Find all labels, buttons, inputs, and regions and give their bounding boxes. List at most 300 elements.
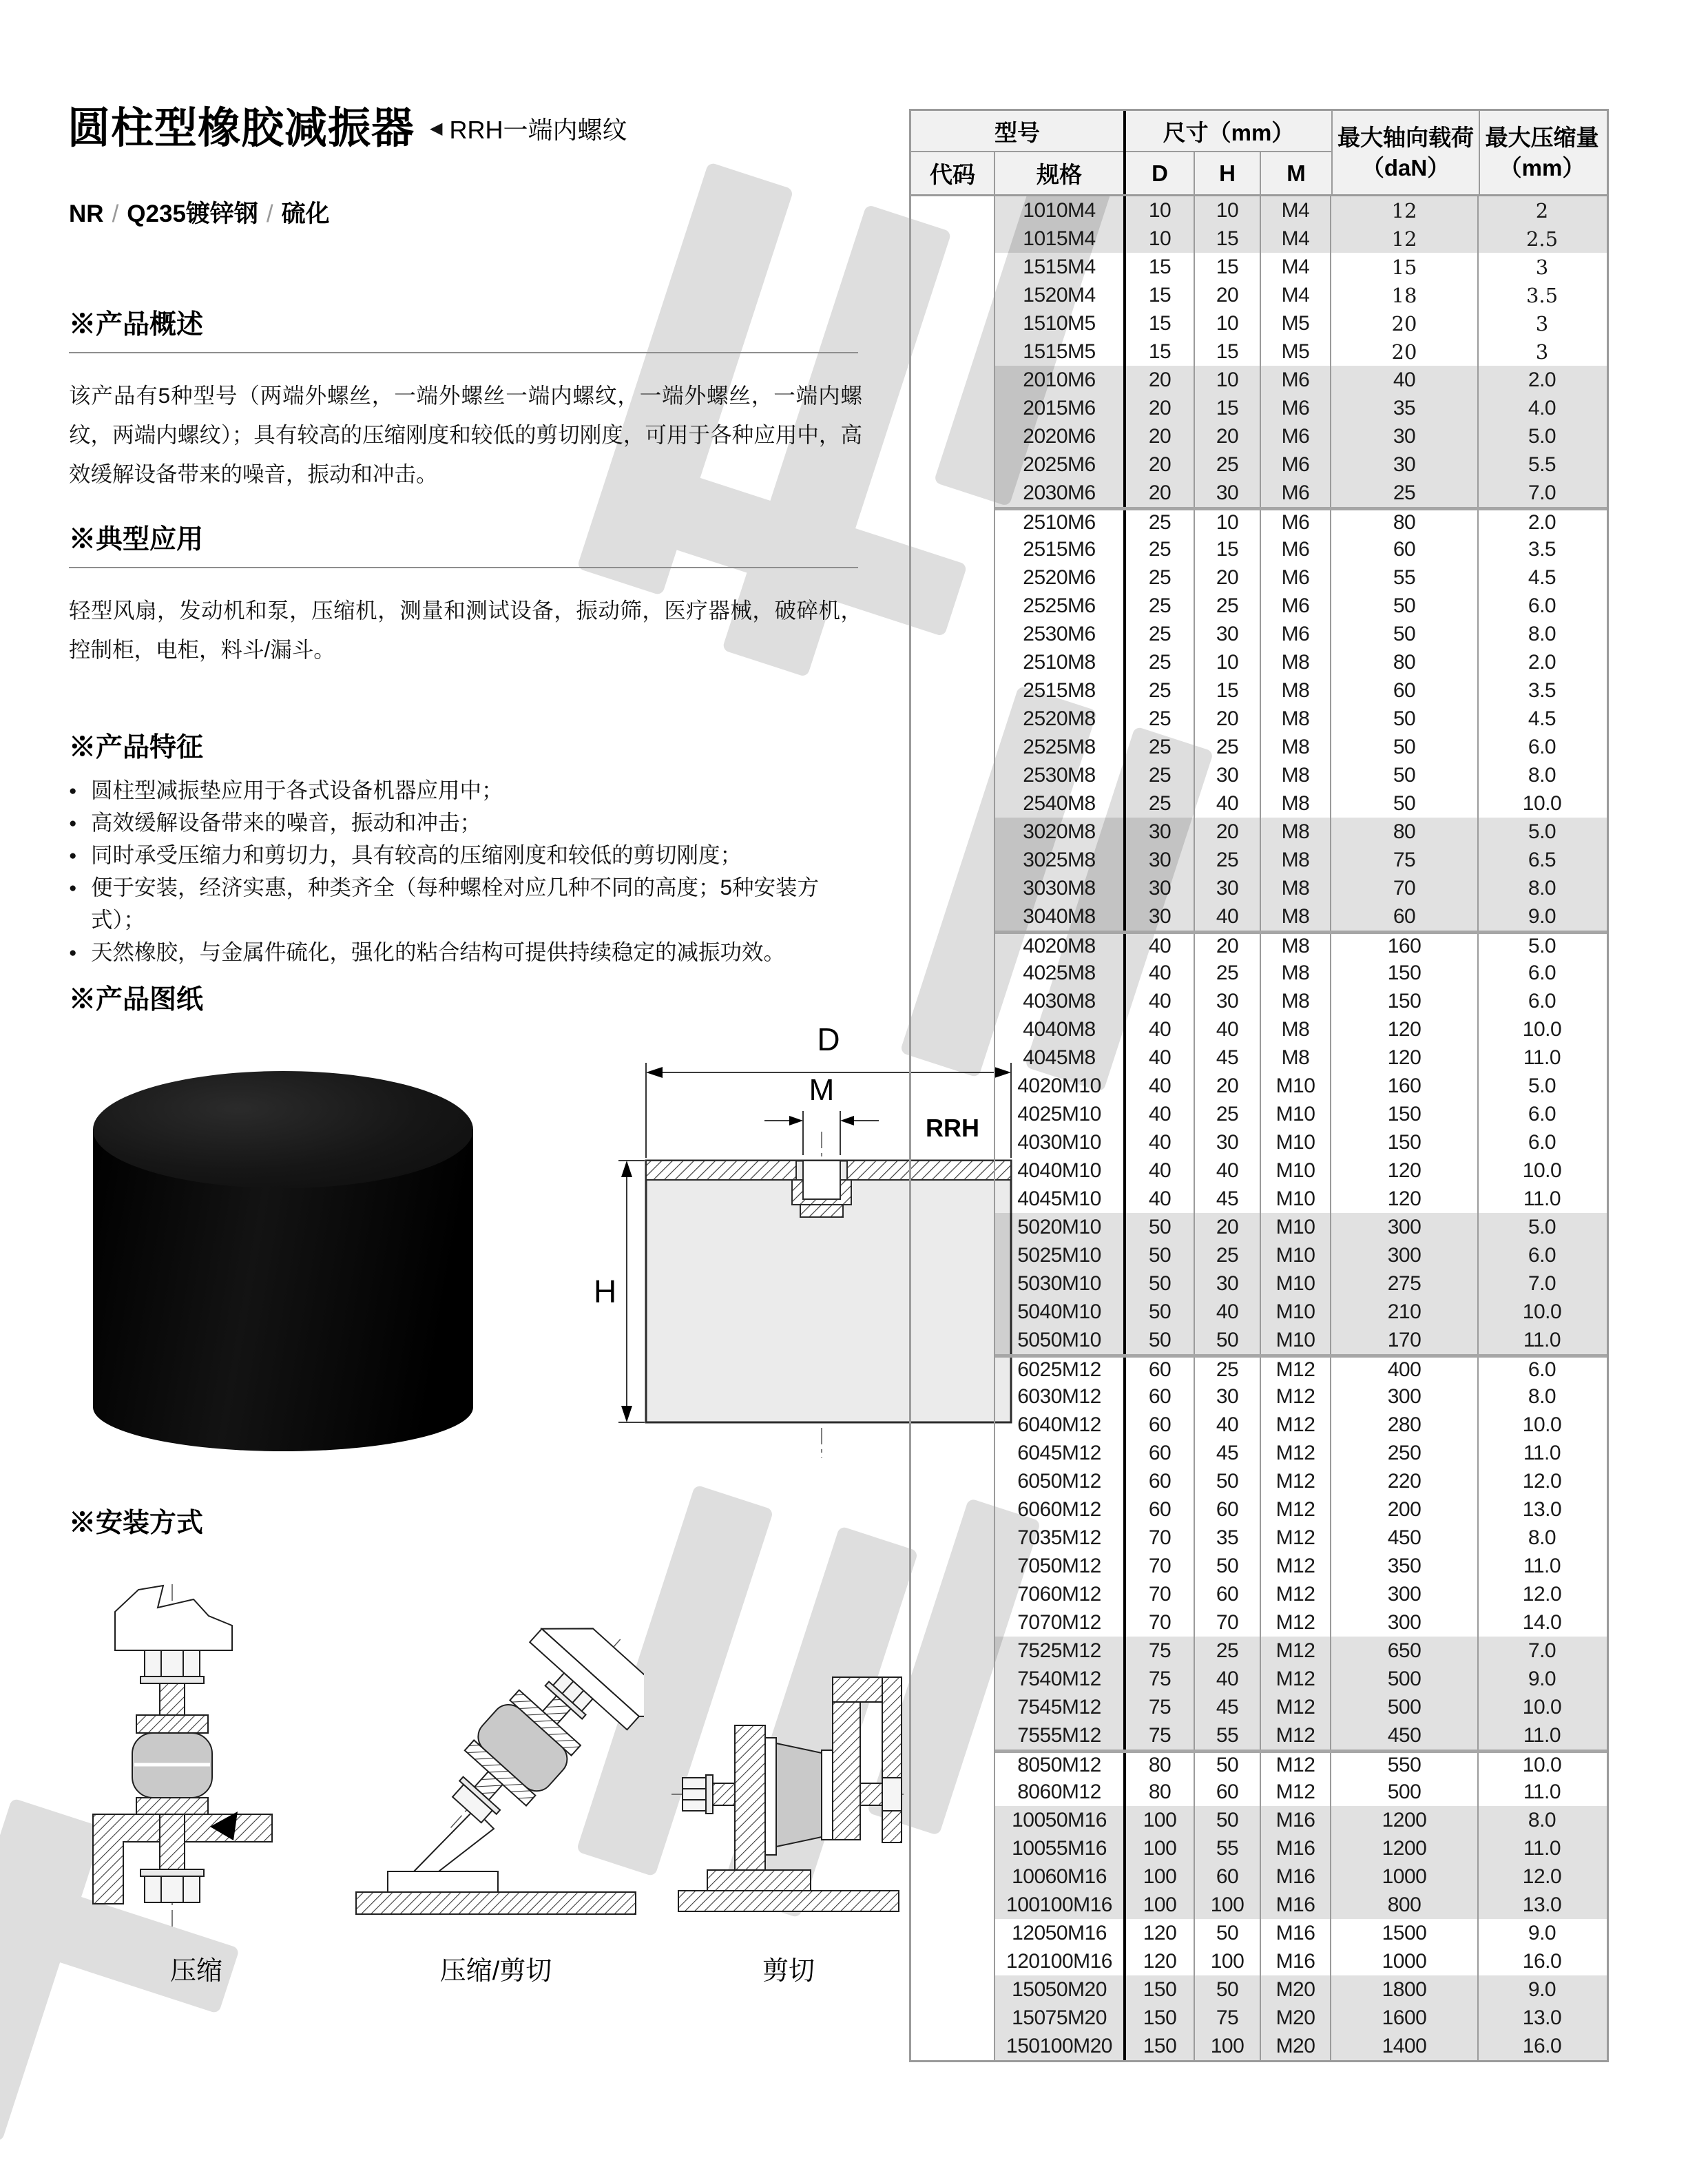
cell-m: M6 <box>1261 479 1331 507</box>
cell-load: 40 <box>1331 366 1479 394</box>
cell-spec: 4025M8 <box>995 959 1126 987</box>
cell-load: 210 <box>1331 1298 1479 1326</box>
cell-spec: 12050M16 <box>995 1919 1126 1947</box>
table-row <box>995 309 1607 338</box>
cell-m: M8 <box>1261 676 1331 705</box>
cell-h: 25 <box>1195 959 1261 987</box>
cell-d: 25 <box>1126 648 1195 676</box>
cell-spec: 1010M4 <box>995 196 1126 225</box>
table-row <box>995 1524 1607 1552</box>
cell-h: 45 <box>1195 1693 1261 1721</box>
cell-d: 25 <box>1126 705 1195 733</box>
cell-h: 30 <box>1195 1382 1261 1411</box>
cell-d: 20 <box>1126 422 1195 450</box>
bushing-collar <box>800 1205 843 1217</box>
cell-load: 18 <box>1331 281 1479 309</box>
table-row <box>995 422 1607 450</box>
threaded-stud <box>160 1683 185 1715</box>
cell-load: 300 <box>1331 1608 1479 1637</box>
cell-m: M5 <box>1261 309 1331 338</box>
cell-m: M12 <box>1261 1778 1331 1806</box>
cell-comp: 11.0 <box>1523 1780 1561 1803</box>
cell-h: 40 <box>1195 1298 1261 1326</box>
cell-h: 15 <box>1195 338 1261 366</box>
cell-d: 100 <box>1126 1834 1195 1862</box>
table-row <box>995 1298 1607 1326</box>
mounting-diagram-compression-shear <box>348 1615 644 1929</box>
cell-m: M4 <box>1261 253 1331 281</box>
cell-d: 150 <box>1126 1975 1195 2004</box>
cell-d: 40 <box>1126 987 1195 1015</box>
cell-m: M8 <box>1261 934 1331 959</box>
cell-d: 120 <box>1126 1947 1195 1975</box>
cell-m: M6 <box>1261 366 1331 394</box>
cell-h: 40 <box>1195 902 1261 931</box>
cell-spec: 1520M4 <box>995 281 1126 309</box>
cell-comp: 9.0 <box>1528 904 1556 928</box>
cell-m: M10 <box>1261 1156 1331 1185</box>
cell-d: 20 <box>1126 366 1195 394</box>
cell-comp: 11.0 <box>1523 1836 1561 1860</box>
cell-h: 20 <box>1195 1072 1261 1100</box>
cell-comp: 2.0 <box>1528 368 1556 391</box>
cell-load: 300 <box>1331 1241 1479 1269</box>
cell-spec: 2510M8 <box>995 648 1126 676</box>
table-row <box>995 959 1607 987</box>
feature-item: ● 天然橡胶，与金属件硫化，强化的粘合结构可提供持续稳定的减振功效。 <box>69 936 871 968</box>
cell-m: M8 <box>1261 1015 1331 1044</box>
cell-load: 50 <box>1331 789 1479 818</box>
cell-h: 10 <box>1195 309 1261 338</box>
cell-spec: 2520M8 <box>995 705 1126 733</box>
cell-comp: 3.5 <box>1528 537 1556 561</box>
cell-d: 40 <box>1126 1128 1195 1156</box>
cell-load: 300 <box>1331 1382 1479 1411</box>
cell-load: 20 <box>1331 309 1479 338</box>
cell-comp: 9.0 <box>1528 1667 1556 1690</box>
cell-spec: 6060M12 <box>995 1495 1126 1524</box>
cell-comp: 5.0 <box>1528 820 1556 843</box>
feature-item: ● 圆柱型减振垫应用于各式设备机器应用中； <box>69 774 871 807</box>
cell-comp: 3.5 <box>1525 283 1559 307</box>
cell-m: M16 <box>1261 1919 1331 1947</box>
cell-m: M8 <box>1261 846 1331 874</box>
cell-d: 10 <box>1126 225 1195 253</box>
cell-h: 50 <box>1195 1552 1261 1580</box>
section-overview-heading: ※产品概述 <box>69 310 204 340</box>
cell-d: 60 <box>1126 1382 1195 1411</box>
cell-spec: 2515M6 <box>995 535 1126 563</box>
cell-d: 10 <box>1126 196 1195 225</box>
cell-m: M10 <box>1261 1298 1331 1326</box>
cell-m: M6 <box>1261 510 1331 535</box>
cell-d: 60 <box>1126 1358 1195 1382</box>
cell-spec: 120100M16 <box>995 1947 1126 1975</box>
cell-load: 1600 <box>1331 2004 1479 2032</box>
hex-nut <box>683 1778 706 1811</box>
table-row <box>995 1495 1607 1524</box>
cell-comp: 6.5 <box>1528 848 1556 871</box>
cell-comp: 10.0 <box>1522 1695 1562 1719</box>
cell-spec: 10060M16 <box>995 1862 1126 1891</box>
washer <box>140 1869 204 1876</box>
cell-load: 15 <box>1331 253 1479 281</box>
cell-spec: 7545M12 <box>995 1693 1126 1721</box>
cell-h: 20 <box>1195 705 1261 733</box>
table-row <box>995 2004 1607 2032</box>
cell-spec: 7060M12 <box>995 1580 1126 1608</box>
cell-h: 45 <box>1195 1439 1261 1467</box>
cell-h: 30 <box>1195 874 1261 902</box>
cell-h: 30 <box>1195 620 1261 648</box>
page-title: 圆柱型橡胶减振器 <box>67 105 415 152</box>
cell-comp: 6.0 <box>1528 961 1556 984</box>
cell-comp: 6.0 <box>1528 989 1556 1013</box>
cell-h: 15 <box>1195 676 1261 705</box>
cell-load: 220 <box>1331 1467 1479 1495</box>
overview-paragraph: 该产品有5种型号（两端外螺丝，一端外螺丝一端内螺纹，一端外螺丝，一端内螺纹，两端内螺纹）；具有较高的压缩刚度和较低的剪切刚度，可用于各种应用中，高效缓解设备带来的噪音，振动和冲击。 <box>69 383 862 486</box>
table-row <box>995 450 1607 479</box>
cell-d: 80 <box>1126 1753 1195 1778</box>
cell-comp: 8.0 <box>1528 1808 1556 1831</box>
cell-d: 60 <box>1126 1411 1195 1439</box>
cell-load: 80 <box>1331 510 1479 535</box>
dim-label-h: H <box>594 1274 617 1309</box>
cell-spec: 2510M6 <box>995 510 1126 535</box>
cell-h: 25 <box>1195 1358 1261 1382</box>
table-body-rows <box>995 196 1607 2060</box>
header-spec: 规格 <box>1037 162 1082 187</box>
cell-spec: 4030M8 <box>995 987 1126 1015</box>
table-body <box>911 196 1607 2060</box>
cell-m: M16 <box>1261 1862 1331 1891</box>
cell-d: 75 <box>1126 1665 1195 1693</box>
cell-spec: 2015M6 <box>995 394 1126 422</box>
header-h: H <box>1195 152 1261 194</box>
cell-h: 60 <box>1195 1778 1261 1806</box>
cell-spec: 3030M8 <box>995 874 1126 902</box>
cell-load: 300 <box>1331 1580 1479 1608</box>
cell-spec: 7540M12 <box>995 1665 1126 1693</box>
cell-comp: 7.0 <box>1528 481 1556 504</box>
cell-d: 40 <box>1126 1185 1195 1213</box>
cell-h: 40 <box>1195 1411 1261 1439</box>
cell-spec: 15075M20 <box>995 2004 1126 2032</box>
cell-load: 20 <box>1331 338 1479 366</box>
cell-load: 12 <box>1331 225 1479 253</box>
cell-load: 25 <box>1331 479 1479 507</box>
washer <box>140 1676 204 1683</box>
cell-h: 25 <box>1195 846 1261 874</box>
cell-h: 25 <box>1195 450 1261 479</box>
cell-load: 30 <box>1331 450 1479 479</box>
cell-m: M10 <box>1261 1269 1331 1298</box>
cell-comp: 2.5 <box>1525 227 1559 251</box>
cell-d: 75 <box>1126 1693 1195 1721</box>
cell-comp: 7.0 <box>1528 1639 1556 1662</box>
cell-m: M8 <box>1261 648 1331 676</box>
cell-spec: 2030M6 <box>995 479 1126 507</box>
cell-m: M4 <box>1261 225 1331 253</box>
header-max-load <box>1333 111 1480 194</box>
cell-h: 20 <box>1195 934 1261 959</box>
cell-m: M10 <box>1261 1185 1331 1213</box>
cell-m: M10 <box>1261 1100 1331 1128</box>
cell-comp: 13.0 <box>1522 1893 1562 1916</box>
cell-h: 25 <box>1195 592 1261 620</box>
cell-spec: 15050M20 <box>995 1975 1126 2004</box>
cell-d: 60 <box>1126 1439 1195 1467</box>
cell-h: 45 <box>1195 1044 1261 1072</box>
cell-spec: 6050M12 <box>995 1467 1126 1495</box>
cell-spec: 3025M8 <box>995 846 1126 874</box>
mounting-label-compression: 压缩 <box>169 1957 222 1986</box>
cell-h: 100 <box>1195 1891 1261 1919</box>
cell-spec: 7525M12 <box>995 1637 1126 1665</box>
cell-spec: 2530M8 <box>995 761 1126 789</box>
cell-spec: 8050M12 <box>995 1753 1126 1778</box>
cell-spec: 5050M10 <box>995 1326 1126 1354</box>
hex-nut <box>145 1650 200 1676</box>
cell-comp: 8.0 <box>1528 1526 1556 1549</box>
table-row <box>995 394 1607 422</box>
cell-h: 55 <box>1195 1721 1261 1750</box>
slash-separator: / <box>112 200 119 227</box>
cell-comp: 10.0 <box>1522 791 1562 815</box>
cell-load: 150 <box>1331 1128 1479 1156</box>
cell-d: 40 <box>1126 934 1195 959</box>
table-row <box>995 563 1607 592</box>
cell-d: 60 <box>1126 1495 1195 1524</box>
cell-load: 70 <box>1331 874 1479 902</box>
table-row <box>995 1100 1607 1128</box>
cell-spec: 4045M8 <box>995 1044 1126 1072</box>
cell-comp: 3 <box>1535 311 1549 335</box>
threaded-stud <box>713 1783 735 1805</box>
cell-load: 60 <box>1331 535 1479 563</box>
cell-load: 150 <box>1331 987 1479 1015</box>
cell-spec: 2525M6 <box>995 592 1126 620</box>
cell-m: M8 <box>1261 818 1331 846</box>
cell-h: 30 <box>1195 761 1261 789</box>
cell-spec: 1515M4 <box>995 253 1126 281</box>
cell-m: M8 <box>1261 902 1331 931</box>
cell-spec: 5030M10 <box>995 1269 1126 1298</box>
cell-spec: 100100M16 <box>995 1891 1126 1919</box>
dim-label-d: D <box>817 1021 840 1057</box>
cell-comp: 5.5 <box>1528 453 1556 476</box>
cell-d: 25 <box>1126 733 1195 761</box>
table-row <box>995 733 1607 761</box>
cell-comp: 13.0 <box>1522 2006 1562 2029</box>
table-row <box>995 648 1607 676</box>
applications-paragraph: 轻型风扇，发动机和泵，压缩机，测量和测试设备，振动筛，医疗器械，破碎机，控制柜，电柜，料斗/漏斗。 <box>69 598 862 662</box>
cell-load: 150 <box>1331 1100 1479 1128</box>
cell-d: 30 <box>1126 902 1195 931</box>
cell-d: 70 <box>1126 1524 1195 1552</box>
cell-m: M16 <box>1261 1806 1331 1834</box>
cell-m: M10 <box>1261 1128 1331 1156</box>
cell-d: 80 <box>1126 1778 1195 1806</box>
cell-spec: 7555M12 <box>995 1721 1126 1750</box>
cell-m: M6 <box>1261 620 1331 648</box>
material-vulcanized: 硫化 <box>281 200 330 227</box>
cell-load: 1000 <box>1331 1862 1479 1891</box>
cell-m: M20 <box>1261 1975 1331 2004</box>
cell-m: M8 <box>1261 761 1331 789</box>
mount-plate <box>765 1738 776 1855</box>
cell-spec: 7035M12 <box>995 1524 1126 1552</box>
header-model-group <box>911 111 1126 194</box>
upper-bracket <box>115 1586 232 1650</box>
cylinder-top-face <box>93 1071 473 1188</box>
cell-load: 1400 <box>1331 2032 1479 2060</box>
table-row <box>995 1919 1607 1947</box>
table-row <box>995 1608 1607 1637</box>
cell-load: 30 <box>1331 422 1479 450</box>
cell-d: 30 <box>1126 846 1195 874</box>
spec-table <box>909 109 1609 2062</box>
table-row <box>995 931 1607 959</box>
cell-d: 50 <box>1126 1298 1195 1326</box>
cell-d: 30 <box>1126 874 1195 902</box>
cell-load: 1200 <box>1331 1834 1479 1862</box>
cell-m: M12 <box>1261 1411 1331 1439</box>
cell-m: M12 <box>1261 1580 1331 1608</box>
cell-h: 15 <box>1195 535 1261 563</box>
cell-d: 40 <box>1126 1156 1195 1185</box>
table-row <box>995 1354 1607 1382</box>
cell-load: 80 <box>1331 818 1479 846</box>
title-block <box>67 107 627 150</box>
cell-comp: 2.0 <box>1528 511 1556 534</box>
cell-d: 40 <box>1126 1015 1195 1044</box>
cell-m: M12 <box>1261 1439 1331 1467</box>
cell-load: 1200 <box>1331 1806 1479 1834</box>
cell-m: M12 <box>1261 1753 1331 1778</box>
cell-comp: 2 <box>1535 198 1549 222</box>
cell-comp: 7.0 <box>1528 1271 1556 1295</box>
cell-h: 25 <box>1195 1637 1261 1665</box>
cell-spec: 4040M8 <box>995 1015 1126 1044</box>
cell-comp: 11.0 <box>1523 1723 1561 1747</box>
cell-d: 50 <box>1126 1326 1195 1354</box>
table-row <box>995 1665 1607 1693</box>
cell-h: 30 <box>1195 987 1261 1015</box>
cell-m: M8 <box>1261 987 1331 1015</box>
table-row <box>995 592 1607 620</box>
cell-h: 100 <box>1195 2032 1261 2060</box>
cell-m: M12 <box>1261 1665 1331 1693</box>
cell-spec: 2530M6 <box>995 620 1126 648</box>
table-row <box>995 620 1607 648</box>
cell-spec: 4025M10 <box>995 1100 1126 1128</box>
pedestal-plate <box>735 1725 765 1870</box>
cell-load: 160 <box>1331 934 1479 959</box>
ground-hatch <box>356 1892 636 1914</box>
cell-spec: 1515M5 <box>995 338 1126 366</box>
threaded-stud <box>860 1783 882 1805</box>
cell-m: M6 <box>1261 535 1331 563</box>
thread-hole <box>803 1161 840 1199</box>
hex-nut <box>145 1876 200 1902</box>
cell-comp: 10.0 <box>1522 1159 1562 1182</box>
cell-m: M8 <box>1261 789 1331 818</box>
cell-comp: 5.0 <box>1528 1074 1556 1097</box>
table-row <box>995 253 1607 281</box>
cell-load: 50 <box>1331 592 1479 620</box>
cell-d: 100 <box>1126 1806 1195 1834</box>
table-row <box>995 1975 1607 2004</box>
cell-d: 25 <box>1126 620 1195 648</box>
cell-h: 45 <box>1195 1185 1261 1213</box>
cell-m: M8 <box>1261 874 1331 902</box>
mounting-diagram-shear <box>671 1622 906 1929</box>
cell-m: M12 <box>1261 1721 1331 1750</box>
cell-m: M8 <box>1261 705 1331 733</box>
cell-spec: 7050M12 <box>995 1552 1126 1580</box>
cell-comp: 8.0 <box>1528 876 1556 900</box>
cell-spec: 4020M8 <box>995 934 1126 959</box>
cell-m: M20 <box>1261 2004 1331 2032</box>
cell-h: 20 <box>1195 1213 1261 1241</box>
table-row <box>995 761 1607 789</box>
cell-spec: 150100M20 <box>995 2032 1126 2060</box>
product-photo-cylinder <box>93 1071 473 1451</box>
cell-spec: 2025M6 <box>995 450 1126 479</box>
table-row <box>995 789 1607 818</box>
cell-m: M8 <box>1261 733 1331 761</box>
cell-d: 100 <box>1126 1862 1195 1891</box>
cell-load: 300 <box>1331 1213 1479 1241</box>
cell-h: 40 <box>1195 1015 1261 1044</box>
cell-load: 200 <box>1331 1495 1479 1524</box>
table-row <box>995 1891 1607 1919</box>
cell-d: 70 <box>1126 1580 1195 1608</box>
cell-comp: 6.0 <box>1528 1358 1556 1381</box>
table-row <box>995 1947 1607 1975</box>
cell-spec: 6040M12 <box>995 1411 1126 1439</box>
header-comp-unit: （mm） <box>1499 154 1585 180</box>
table-row <box>995 902 1607 931</box>
header-model: 型号 <box>911 111 1123 152</box>
cell-d: 15 <box>1126 281 1195 309</box>
cell-comp: 2.0 <box>1528 650 1556 674</box>
cell-spec: 1015M4 <box>995 225 1126 253</box>
cell-d: 75 <box>1126 1721 1195 1750</box>
cell-h: 70 <box>1195 1608 1261 1637</box>
code-cell <box>911 196 995 2060</box>
cell-load: 1000 <box>1331 1947 1479 1975</box>
cell-d: 120 <box>1126 1919 1195 1947</box>
cell-comp: 8.0 <box>1528 1384 1556 1408</box>
feature-item: ● 同时承受压缩力和剪切力，具有较高的压缩刚度和较低的剪切刚度； <box>69 839 871 871</box>
table-row <box>995 1637 1607 1665</box>
ground-hatch <box>678 1891 899 1911</box>
metal-plate-hatched <box>646 1161 796 1180</box>
cell-m: M12 <box>1261 1637 1331 1665</box>
cell-comp: 4.5 <box>1528 565 1556 589</box>
table-row <box>995 1750 1607 1778</box>
feature-item: ● 高效缓解设备带来的噪音，振动和冲击； <box>69 807 871 839</box>
cell-m: M16 <box>1261 1947 1331 1975</box>
cell-d: 30 <box>1126 818 1195 846</box>
cell-comp: 16.0 <box>1522 2034 1562 2057</box>
cell-load: 150 <box>1331 959 1479 987</box>
cell-m: M12 <box>1261 1358 1331 1382</box>
cell-m: M16 <box>1261 1891 1331 1919</box>
table-row <box>995 1721 1607 1750</box>
